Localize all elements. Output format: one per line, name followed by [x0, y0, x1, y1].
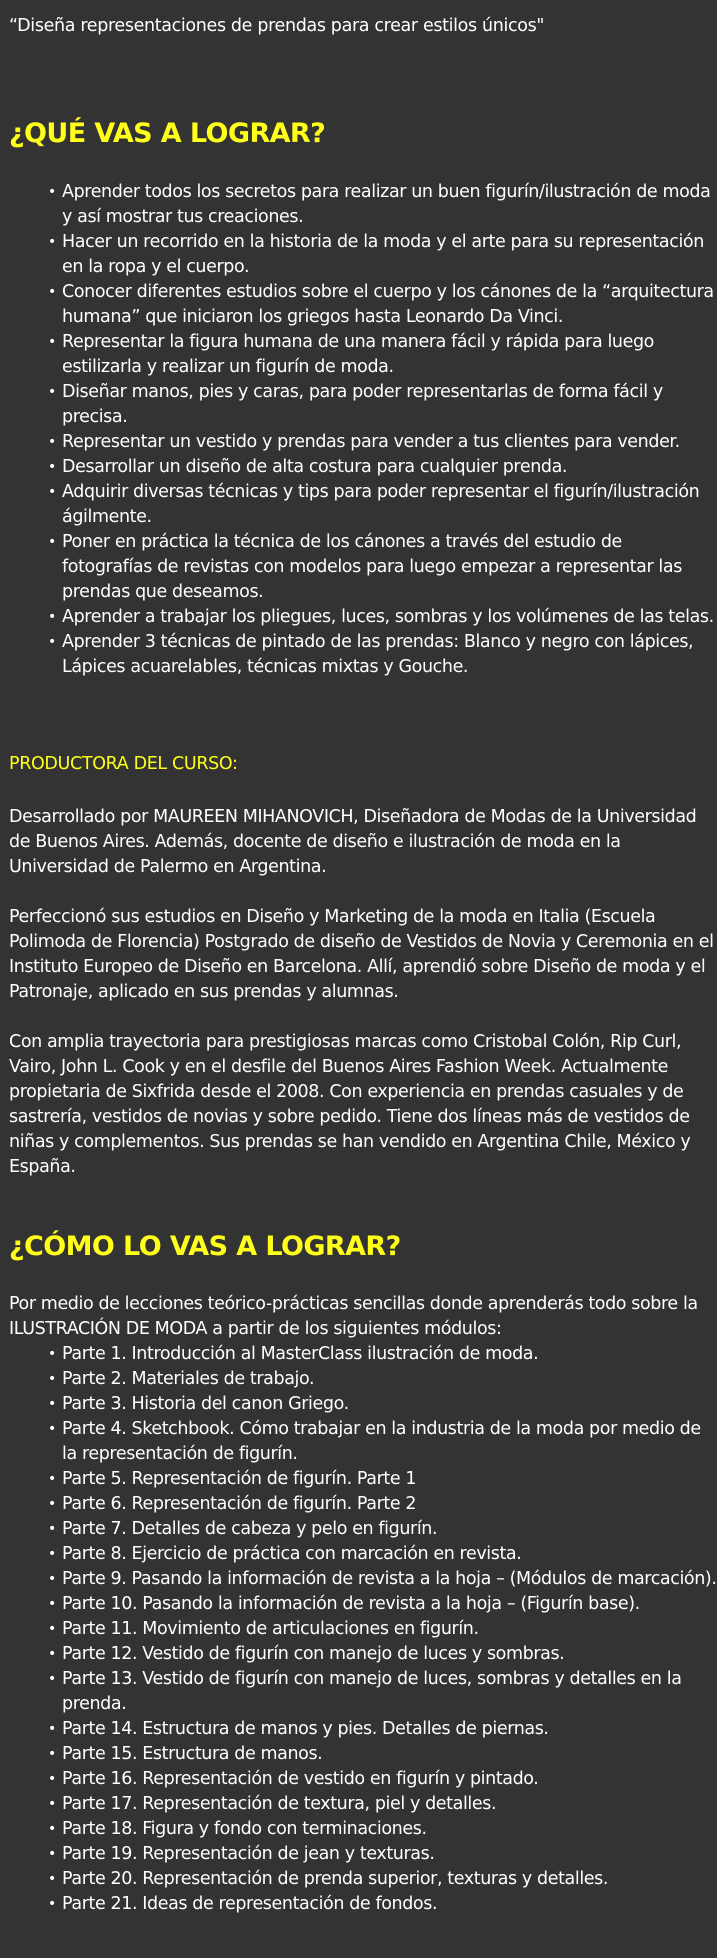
section-title-how: ¿CÓMO LO VAS A LOGRAR?	[9, 1231, 401, 1262]
list-item-text: Aprender a trabajar los pliegues, luces, sombras y los volúmenes de las telas.	[62, 607, 714, 627]
list-item	[0, 630, 715, 680]
list-item	[0, 605, 715, 630]
bullet-icon: •	[48, 484, 56, 500]
bullet-icon: •	[48, 1596, 56, 1612]
bullet-icon: •	[48, 1746, 56, 1762]
module-text: Parte 1. Introducción al MasterClass ilustración de moda.	[62, 1344, 539, 1364]
bullet-icon: •	[48, 234, 56, 250]
list-item-text: Desarrollar un diseño de alta costura para cualquier prenda.	[62, 457, 568, 477]
list-item	[0, 380, 715, 430]
bullet-icon: •	[48, 1546, 56, 1562]
bullet-icon: •	[48, 334, 56, 350]
bullet-icon: •	[48, 384, 56, 400]
list-item	[0, 180, 715, 230]
bullet-icon: •	[48, 1346, 56, 1362]
list-item	[0, 230, 715, 280]
module-text: Parte 14. Estructura de manos y pies. Detalles de piernas.	[62, 1719, 549, 1739]
list-item-text: Conocer diferentes estudios sobre el cuerpo y los cánones de la “arquitectura humana” que iniciaron los griegos hasta Leonardo Da Vinci.	[62, 282, 714, 327]
achieve-list	[0, 180, 715, 680]
module-text: Parte 7. Detalles de cabeza y pelo en figurín.	[62, 1519, 438, 1539]
module-text: Parte 20. Representación de prenda superior, texturas y detalles.	[62, 1869, 609, 1889]
list-item	[0, 1667, 717, 1717]
list-item	[0, 1642, 717, 1667]
list-item	[0, 1617, 717, 1642]
how-intro: Por medio de lecciones teórico-prácticas sencillas donde aprenderás todo sobre la ILUSTRACIÓN DE MODA a partir de los siguientes módulos:	[9, 1294, 698, 1339]
module-text: Parte 12. Vestido de figurín con manejo de luces y sombras.	[62, 1644, 565, 1664]
module-text: Parte 21. Ideas de representación de fondos.	[62, 1894, 438, 1914]
module-text: Parte 2. Materiales de trabajo.	[62, 1369, 315, 1389]
bullet-icon: •	[48, 1421, 56, 1437]
list-item	[0, 1592, 717, 1617]
module-text: Parte 13. Vestido de figurín con manejo de luces, sombras y detalles en la prenda.	[62, 1669, 682, 1714]
bullet-icon: •	[48, 184, 56, 200]
module-text: Parte 16. Representación de vestido en figurín y pintado.	[62, 1769, 539, 1789]
list-item	[0, 1467, 717, 1492]
bullet-icon: •	[48, 1396, 56, 1412]
list-item-text: Hacer un recorrido en la historia de la moda y el arte para su representación en la ropa y el cuerpo.	[62, 232, 704, 277]
bullet-icon: •	[48, 1621, 56, 1637]
list-item	[0, 1842, 717, 1867]
list-item	[0, 455, 715, 480]
list-item	[0, 330, 715, 380]
list-item-text: Aprender todos los secretos para realizar un buen figurín/ilustración de moda y así mostrar tus creaciones.	[62, 182, 711, 227]
list-item	[0, 430, 715, 455]
module-text: Parte 17. Representación de textura, piel y detalles.	[62, 1794, 497, 1814]
module-text: Parte 3. Historia del canon Griego.	[62, 1394, 349, 1414]
list-item	[0, 1867, 717, 1892]
module-text: Parte 15. Estructura de manos.	[62, 1744, 323, 1764]
bullet-icon: •	[48, 284, 56, 300]
list-item	[0, 1717, 717, 1742]
bullet-icon: •	[48, 1371, 56, 1387]
bullet-icon: •	[48, 1671, 56, 1687]
list-item-text: Aprender 3 técnicas de pintado de las prendas: Blanco y negro con lápices, Lápices acuarelables, técnicas mixtas y Gouche.	[62, 632, 694, 677]
list-item-text: Poner en práctica la técnica de los cánones a través del estudio de fotografías de revistas con modelos para luego empezar a representar las prendas que deseamos.	[62, 532, 682, 602]
section-title-achieve: ¿QUÉ VAS A LOGRAR?	[9, 118, 326, 149]
module-text: Parte 6. Representación de figurín. Parte 2	[62, 1494, 417, 1514]
module-text: Parte 4. Sketchbook. Cómo trabajar en la industria de la moda por medio de la representación de figurín.	[62, 1419, 701, 1464]
bullet-icon: •	[48, 1846, 56, 1862]
list-item-text: Representar la figura humana de una manera fácil y rápida para luego estilizarla y realizar un figurín de moda.	[62, 332, 654, 377]
list-item-text: Diseñar manos, pies y caras, para poder representarlas de forma fácil y precisa.	[62, 382, 663, 427]
modules-list	[0, 1342, 717, 1917]
list-item	[0, 1517, 717, 1542]
list-item-text: Representar un vestido y prendas para vender a tus clientes para vender.	[62, 432, 680, 452]
bullet-icon: •	[48, 1521, 56, 1537]
list-item	[0, 280, 715, 330]
list-item	[0, 1492, 717, 1517]
module-text: Parte 5. Representación de figurín. Parte 1	[62, 1469, 417, 1489]
bullet-icon: •	[48, 1821, 56, 1837]
list-item	[0, 1542, 717, 1567]
bullet-icon: •	[48, 609, 56, 625]
module-text: Parte 11. Movimiento de articulaciones en figurín.	[62, 1619, 479, 1639]
list-item	[0, 1742, 717, 1767]
list-item-text: Adquirir diversas técnicas y tips para poder representar el figurín/ilustración ágilmente.	[62, 482, 700, 527]
bullet-icon: •	[48, 459, 56, 475]
module-text: Parte 18. Figura y fondo con terminaciones.	[62, 1819, 427, 1839]
list-item	[0, 1367, 717, 1392]
module-text: Parte 10. Pasando la información de revista a la hoja – (Figurín base).	[62, 1594, 640, 1614]
bullet-icon: •	[48, 1571, 56, 1587]
list-item	[0, 1792, 717, 1817]
list-item	[0, 1342, 717, 1367]
bullet-icon: •	[48, 1896, 56, 1912]
producer-paragraph: Con amplia trayectoria para prestigiosas marcas como Cristobal Colón, Rip Curl, Vairo, John L. Cook y en el desfile del Buenos Aires Fashion Week. Actualmente propietaria de Sixfrida desde el 2008. Con experiencia en prendas casuales y de sastrería, vestidos de novias y sobre pedido. Tiene dos líneas más de vestidos de niñas y complementos. Sus prendas se han vendido en Argentina Chile, México y España.	[9, 1032, 691, 1177]
bullet-icon: •	[48, 534, 56, 550]
list-item	[0, 1417, 717, 1467]
bullet-icon: •	[48, 1496, 56, 1512]
bullet-icon: •	[48, 434, 56, 450]
list-item	[0, 1817, 717, 1842]
bullet-icon: •	[48, 1796, 56, 1812]
list-item	[0, 1767, 717, 1792]
bullet-icon: •	[48, 634, 56, 650]
module-text: Parte 8. Ejercicio de práctica con marcación en revista.	[62, 1544, 522, 1564]
list-item	[0, 1892, 717, 1917]
list-item	[0, 530, 715, 605]
bullet-icon: •	[48, 1471, 56, 1487]
module-text: Parte 19. Representación de jean y texturas.	[62, 1844, 435, 1864]
list-item	[0, 1392, 717, 1417]
bullet-icon: •	[48, 1721, 56, 1737]
bullet-icon: •	[48, 1771, 56, 1787]
module-text: Parte 9. Pasando la información de revista a la hoja – (Módulos de marcación).	[62, 1569, 717, 1589]
bullet-icon: •	[48, 1871, 56, 1887]
producer-heading: PRODUCTORA DEL CURSO:	[9, 754, 238, 774]
list-item	[0, 1567, 717, 1592]
intro-quote: “Diseña representaciones de prendas para crear estilos únicos"	[9, 16, 545, 36]
list-item	[0, 480, 715, 530]
producer-paragraph: Desarrollado por MAUREEN MIHANOVICH, Diseñadora de Modas de la Universidad de Buenos Aires. Además, docente de diseño e ilustración de moda en la Universidad de Palermo en Argentina.	[9, 807, 697, 877]
producer-paragraph: Perfeccionó sus estudios en Diseño y Marketing de la moda en Italia (Escuela Polimoda de Florencia) Postgrado de diseño de Vestidos de Novia y Ceremonia en el Instituto Europeo de Diseño en Barcelona. Allí, aprendió sobre Diseño de moda y el Patronaje, aplicado en sus prendas y alumnas.	[9, 907, 714, 1002]
bullet-icon: •	[48, 1646, 56, 1662]
